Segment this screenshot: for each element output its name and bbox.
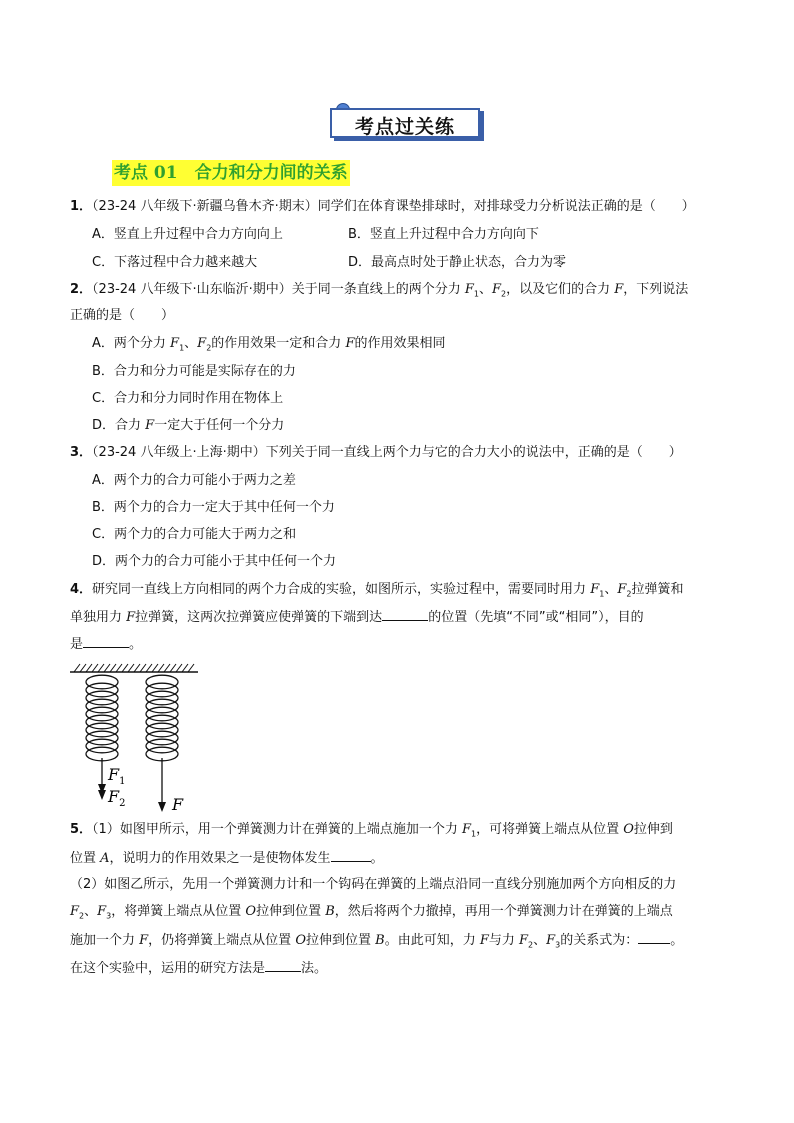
q1-option-a: A．竖直上升过程中合力方向向上: [92, 227, 283, 242]
spring-coil: [146, 683, 178, 697]
q3-option-b: B．两个力的合力一定大于其中任何一个力: [92, 500, 335, 515]
q3-option-c: C．两个力的合力可能大于两力之和: [92, 527, 297, 542]
spring-coil: [146, 723, 178, 737]
question-text: 位置: [70, 851, 101, 866]
question-text: 是: [70, 637, 84, 652]
q1-option-b: B．竖直上升过程中合力方向向下: [348, 227, 539, 242]
spring-right: [146, 675, 178, 761]
subscript: 1: [473, 289, 479, 299]
question-text: （23-24 八年级上·上海·期中）下列关于同一直线上两个力与它的合力大小的说法中，正确的是（ ）: [92, 445, 682, 460]
subscript: 1: [599, 589, 605, 599]
option-text: 的作用效果一定和合力: [211, 336, 346, 351]
q2-option-c: C．合力和分力同时作用在物体上: [92, 391, 284, 406]
symbol: A: [100, 851, 110, 866]
spring-left: [86, 675, 118, 761]
spring-coil: [86, 675, 118, 689]
ceiling-hatch: [70, 664, 198, 672]
question-text: 单独用力: [70, 610, 127, 625]
spring-coil: [86, 715, 118, 729]
question-5-line2: [70, 849, 384, 868]
separator: 、: [533, 933, 547, 948]
answer-blank[interactable]: [331, 849, 371, 862]
spring-coil: [146, 715, 178, 729]
symbol: F: [170, 336, 180, 351]
answer-blank[interactable]: [382, 608, 428, 621]
arrow-f1-f2: [98, 758, 106, 800]
question-text: 。由此可知，力: [384, 933, 480, 948]
question-text: 研究同一直线上方向相同的两个力合成的实验，如图所示，实验过程中，需要同时用力: [92, 582, 591, 597]
spring-coil: [86, 691, 118, 705]
spring-coil: [146, 739, 178, 753]
symbol: F: [139, 933, 149, 948]
question-text: 拉伸到位置: [256, 904, 326, 919]
symbol: F: [464, 282, 474, 297]
question-text: ，仍将弹簧上端点从位置: [148, 933, 296, 948]
spring-coil: [86, 683, 118, 697]
subscript: 2: [501, 289, 507, 299]
symbol: F: [97, 904, 107, 919]
question-4-line3: [70, 635, 142, 654]
q1-option-d: D．最高点时处于静止状态，合力为零: [348, 255, 567, 270]
question-text: 。: [370, 851, 384, 866]
question-text: 拉弹簧和: [631, 582, 684, 597]
symbol: F: [145, 418, 155, 433]
question-text: 施加一个力: [70, 933, 140, 948]
subscript: 3: [555, 940, 561, 950]
separator: 、: [84, 904, 98, 919]
symbol: F: [590, 582, 600, 597]
question-2-stem: [70, 281, 688, 304]
symbol: F: [546, 933, 556, 948]
question-number: 2．: [70, 282, 93, 297]
title-box: [330, 108, 480, 138]
question-5-line6: [70, 959, 327, 978]
question-text: ，以及它们的合力: [506, 282, 615, 297]
symbol: B: [375, 933, 385, 948]
q1-option-c: C．下落过程中合力越来越大: [92, 255, 258, 270]
question-number: 5．: [70, 822, 93, 837]
question-number: 4．: [70, 582, 93, 597]
question-4-line1: [70, 581, 683, 604]
q2-option-b: B．合力和分力可能是实际存在的力: [92, 364, 296, 379]
subscript: 2: [626, 589, 632, 599]
question-text: 。: [670, 933, 684, 948]
option-text: D．合力: [92, 418, 146, 433]
question-text: ，然后将两个力撤掉，再用一个弹簧测力计在弹簧的上端点: [334, 904, 673, 919]
spring-coil: [146, 675, 178, 689]
q2-option-d: [92, 417, 284, 435]
option-text: A．两个分力: [92, 336, 171, 351]
spring-coil: [146, 691, 178, 705]
spring-coil: [86, 723, 118, 737]
question-text: 法。: [301, 961, 328, 976]
question-text: 与力: [488, 933, 519, 948]
q3-option-a: A．两个力的合力可能小于两力之差: [92, 473, 296, 488]
question-text: ，说明力的作用效果之一是使物体发生: [109, 851, 331, 866]
subscript: 2: [206, 343, 212, 353]
symbol: O: [295, 933, 306, 948]
question-text: ，可将弹簧上端点从位置: [476, 822, 624, 837]
arrow-f: [158, 758, 166, 812]
symbol: F: [519, 933, 529, 948]
label-f: F: [172, 795, 184, 814]
symbol: F: [617, 582, 627, 597]
question-5-line4: [70, 903, 673, 926]
label-f2: $F_2$: [108, 787, 126, 809]
subscript: 1: [470, 829, 477, 839]
label-f1: $F_1$: [108, 765, 126, 787]
spring-coil: [86, 739, 118, 753]
question-text: 拉弹簧，这两次拉弹簧应使弹簧的下端到达: [135, 610, 383, 625]
symbol: F: [614, 282, 624, 297]
spring-coil: [86, 699, 118, 713]
question-3-stem: [70, 444, 682, 462]
symbol: F: [126, 610, 136, 625]
symbol: O: [623, 822, 634, 837]
question-number: 1．: [70, 199, 93, 214]
spring-coil: [146, 731, 178, 745]
question-text: 的位置（先填“不同”或“相同”），目的: [428, 610, 644, 625]
spring-coil: [146, 707, 178, 721]
answer-blank[interactable]: [83, 635, 129, 648]
answer-blank[interactable]: [265, 959, 301, 972]
question-text: 的关系式为：: [560, 933, 639, 948]
separator: 、: [478, 282, 492, 297]
q3-option-d: D．两个力的合力可能小于其中任何一个力: [92, 554, 337, 569]
question-5-line1: [70, 821, 673, 844]
option-text: 的作用效果相同: [354, 336, 446, 351]
question-5-line3: （2）如图乙所示，先用一个弹簧测力计和一个钩码在弹簧的上端点沿同一直线分别施加两个方向相反的力: [70, 877, 677, 892]
separator: 、: [184, 336, 198, 351]
question-5-line5: [70, 931, 683, 955]
section-heading: 考点 01 合力和分力间的关系: [112, 160, 350, 186]
subscript: 3: [106, 911, 112, 921]
question-4-line2: [70, 608, 644, 627]
subscript: 2: [79, 911, 85, 921]
separator: 、: [604, 582, 618, 597]
symbol: F: [461, 822, 471, 837]
q2-option-a: [92, 335, 445, 358]
question-text: （23-24 八年级下·新疆乌鲁木齐·期末）同学们在体育课垫排球时，对排球受力分析说法正确的是（ ）: [92, 199, 695, 214]
symbol: F: [479, 933, 489, 948]
symbol: F: [345, 336, 355, 351]
symbol: F: [197, 336, 207, 351]
spring-coil: [86, 731, 118, 745]
spring-figure: [68, 656, 208, 816]
question-text: ，下列说法: [623, 282, 689, 297]
symbol: B: [325, 904, 335, 919]
question-number: 3．: [70, 445, 93, 460]
answer-blank[interactable]: [638, 931, 670, 944]
question-1-stem: [70, 198, 695, 216]
question-text: ，将弹簧上端点从位置: [111, 904, 246, 919]
question-text: 拉伸到位置: [305, 933, 376, 948]
subscript: 2: [528, 940, 534, 950]
symbol: O: [245, 904, 257, 919]
question-text: （1）如图甲所示，用一个弹簧测力计在弹簧的上端点施加一个力: [92, 822, 462, 837]
question-text: （23-24 八年级下·山东临沂·期中）关于同一条直线上的两个分力: [92, 282, 465, 297]
question-text: 。: [129, 637, 143, 652]
symbol: F: [492, 282, 502, 297]
question-text: 在这个实验中，运用的研究方法是: [70, 961, 266, 976]
question-text: 拉伸到: [633, 822, 673, 837]
option-text: 一定大于任何一个分力: [154, 418, 285, 433]
page-title: 考点过关练: [354, 116, 455, 138]
spring-coil: [146, 699, 178, 713]
subscript: 1: [179, 343, 185, 353]
symbol: F: [70, 904, 80, 919]
question-2-stem-line2: 正确的是（ ）: [70, 308, 175, 323]
spring-coil: [86, 707, 118, 721]
